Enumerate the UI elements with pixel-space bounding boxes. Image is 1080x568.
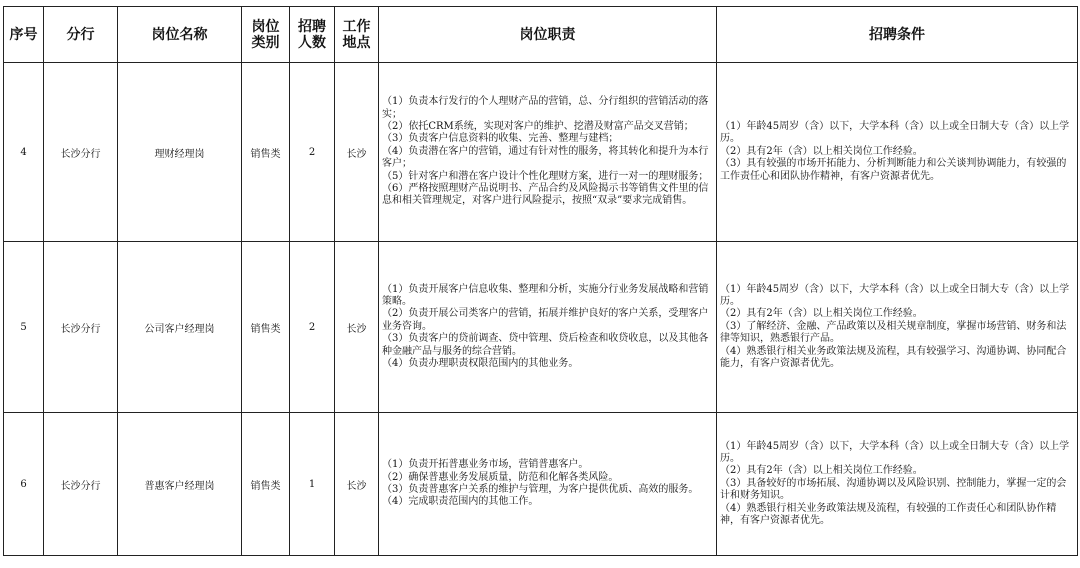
cell-seq: 6 (4, 413, 44, 556)
header-count: 招聘 人数 (290, 7, 335, 63)
cell-requirements (717, 413, 1078, 556)
duty-item: （4）完成职责范围内的其他工作。 (382, 496, 539, 508)
header-requirements: 招聘条件 (717, 7, 1078, 63)
table-row (4, 413, 1078, 556)
requirement-item: （1）年龄45周岁（含）以下，大学本科（含）以上或全日制大专（含）以上学历。 (720, 120, 1070, 145)
requirement-item: （3）具备较好的市场拓展、沟通协调以及风险识别、控制能力，掌握一定的会计和财务知识。 (720, 477, 1067, 502)
requirement-item: （4）熟悉银行相关业务政策法规及流程，具有较强学习、沟通协调、协同配合能力，有客户资源者优先。 (720, 345, 1067, 370)
header-seq: 序号 (4, 7, 44, 63)
duty-item: （5）针对客户和潜在客户设计个性化理财方案，进行一对一的理财服务； (382, 170, 709, 182)
duty-item: （3）负责客户的贷前调查、贷中管理、贷后检查和收贷收息，以及其他各种金融产品与服务的综合营销。 (382, 333, 709, 357)
cell-location: 长沙 (335, 242, 379, 413)
duty-item: （2）依托CRM系统，实现对客户的维护、挖潜及财富产品交叉营销； (382, 120, 694, 132)
header-location: 工作 地点 (335, 7, 379, 63)
duty-item: （2）确保普惠业务发展质量，防范和化解各类风险。 (382, 471, 619, 483)
cell-branch: 长沙分行 (44, 242, 118, 413)
duty-item: （1）负责开拓普惠业务市场，营销普惠客户。 (382, 459, 589, 471)
duty-item: （4）负责办理职责权限范围内的其他业务。 (382, 358, 579, 370)
cell-category: 销售类 (242, 413, 290, 556)
cell-count: 2 (290, 63, 335, 242)
cell-category: 销售类 (242, 242, 290, 413)
table-row (4, 242, 1078, 413)
cell-duties (379, 413, 717, 556)
duty-item: （6）严格按照理财产品说明书、产品合约及风险揭示书等销售文件里的信息和相关管理规定，对客户进行风险提示，按照“双录”要求完成销售。 (382, 183, 709, 207)
header-position: 岗位名称 (118, 7, 242, 63)
cell-location: 长沙 (335, 63, 379, 242)
cell-position: 公司客户经理岗 (118, 242, 242, 413)
cell-duties (379, 242, 717, 413)
duty-item: （4）负责潜在客户的营销，通过有针对性的服务，将其转化和提升为本行客户； (382, 145, 709, 170)
cell-duties (379, 63, 717, 242)
duty-item: （2）负责开展公司类客户的营销，拓展并维护良好的客户关系，受理客户业务咨询。 (382, 308, 709, 332)
requirement-item: （2）具有2年（含）以上相关岗位工作经验。 (720, 465, 923, 477)
cell-branch: 长沙分行 (44, 63, 118, 242)
requirement-item: （1）年龄45周岁（含）以下，大学本科（含）以上或全日制大专（含）以上学历。 (720, 440, 1070, 464)
header-branch: 分行 (44, 7, 118, 63)
cell-requirements (717, 242, 1078, 413)
cell-seq: 5 (4, 242, 44, 413)
cell-position: 理财经理岗 (118, 63, 242, 242)
duty-item: （3）负责普惠客户关系的维护与管理，为客户提供优质、高效的服务。 (382, 484, 699, 495)
duty-item: （3）负责客户信息资料的收集、完善、整理与建档； (382, 133, 619, 145)
table-header-row (4, 7, 1078, 63)
requirement-item: （4）熟悉银行相关业务政策法规及流程，有较强的工作责任心和团队协作精神，有客户资源者优先。 (720, 502, 1057, 527)
requirement-item: （3）具有较强的市场开拓能力、分析判断能力和公关谈判协调能力，有较强的工作责任心和团队协作精神，有客户资源者优先。 (720, 158, 1067, 182)
duty-item: （1）负责开展客户信息收集、整理和分析，实施分行业务发展战略和营销策略。 (382, 283, 709, 307)
cell-count: 1 (290, 413, 335, 556)
cell-position: 普惠客户经理岗 (118, 413, 242, 556)
cell-branch: 长沙分行 (44, 413, 118, 556)
requirement-item: （3）了解经济、金融、产品政策以及相关规章制度，掌握市场营销、财务和法律等知识，熟悉银行产品。 (720, 320, 1067, 345)
cell-seq: 4 (4, 63, 44, 242)
cell-category: 销售类 (242, 63, 290, 242)
duty-item: （1）负责本行发行的个人理财产品的营销，总、分行组织的营销活动的落实； (382, 96, 709, 120)
requirement-item: （1）年龄45周岁（含）以下，大学本科（含）以上或全日制大专（含）以上学历。 (720, 283, 1070, 307)
cell-count: 2 (290, 242, 335, 413)
table-row (4, 63, 1078, 242)
requirement-item: （2）具有2年（含）以上相关岗位工作经验。 (720, 308, 923, 320)
cell-location: 长沙 (335, 413, 379, 556)
header-duties: 岗位职责 (379, 7, 717, 63)
requirement-item: （2）具有2年（含）以上相关岗位工作经验。 (720, 145, 923, 157)
cell-requirements (717, 63, 1078, 242)
header-category: 岗位 类别 (242, 7, 290, 63)
job-posting-table (3, 6, 1078, 556)
